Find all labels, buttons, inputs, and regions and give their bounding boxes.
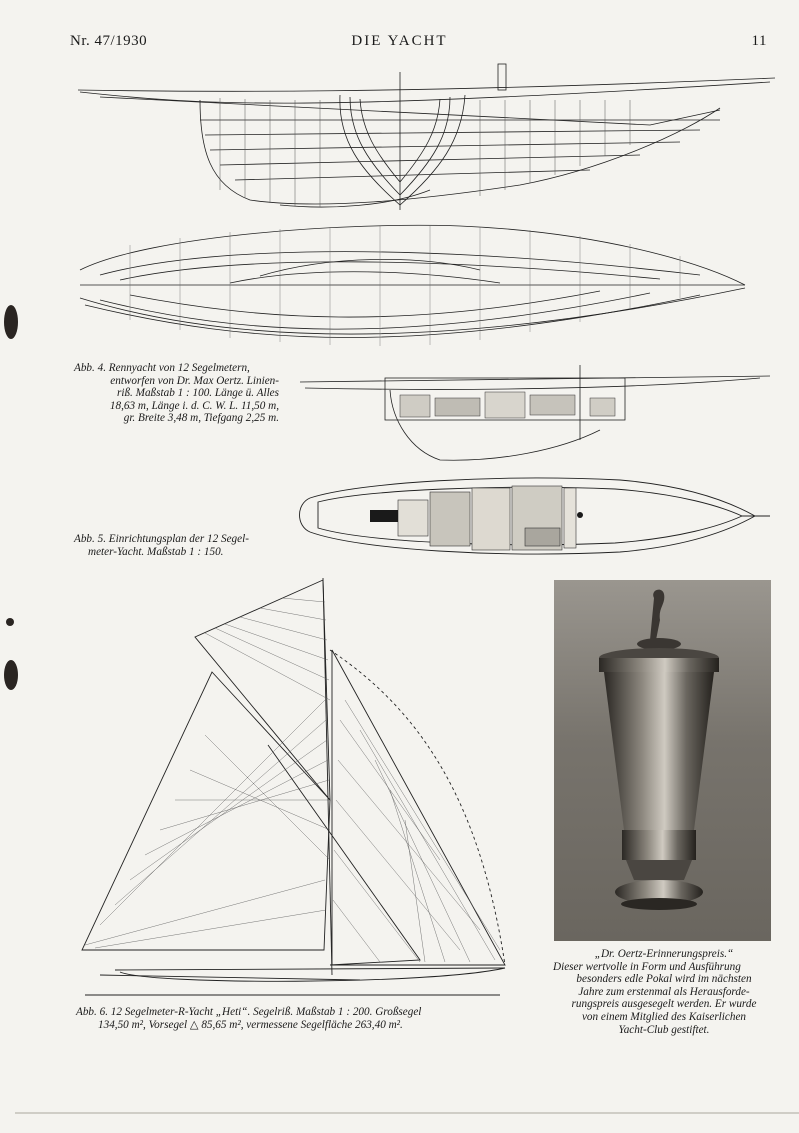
caption-line: gr. Breite 3,48 m, Tiefgang 2,25 m. bbox=[123, 412, 279, 425]
caption-trophy bbox=[553, 948, 775, 1036]
caption-line: riß. Maßstab 1 : 100. Länge ü. Alles bbox=[116, 387, 279, 400]
caption-line: meter-Yacht. Maßstab 1 : 150. bbox=[88, 545, 224, 558]
caption-abb-6 bbox=[76, 1006, 516, 1031]
caption-line: rungspreis ausgesegelt werden. Er wurde bbox=[571, 998, 757, 1011]
trophy-photo bbox=[554, 580, 771, 941]
caption-line: Jahre zum erstenmal als Herausforde- bbox=[578, 985, 750, 998]
caption-line: Abb. 4. Rennyacht von 12 Segelmetern, bbox=[74, 362, 250, 374]
caption-line: von einem Mitglied des Kaiserlichen bbox=[581, 1010, 747, 1023]
caption-line: besonders edle Pokal wird im nächsten bbox=[576, 973, 752, 986]
page-number: 11 bbox=[751, 33, 767, 49]
caption-title: „Dr. Oertz-Erinnerungspreis.“ bbox=[594, 948, 734, 960]
magazine-title: DIE YACHT bbox=[351, 33, 448, 49]
issue-number: Nr. 47/1930 bbox=[70, 33, 148, 49]
caption-line: Abb. 5. Einrichtungsplan der 12 Segel- bbox=[74, 533, 249, 545]
trophy-cup-image bbox=[554, 580, 771, 941]
caption-line: Yacht-Club gestiftet. bbox=[618, 1023, 710, 1036]
caption-line: Abb. 6. 12 Segelmeter-R-Yacht „Heti“. Segelriß. Maßstab 1 : 200. Großsegel bbox=[76, 1006, 422, 1018]
caption-line: 134,50 m², Vorsegel △ 85,65 m², vermessene Segelfläche 263,40 m². bbox=[98, 1018, 403, 1031]
page-bottom-edge bbox=[15, 1112, 799, 1114]
caption-line: entworfen von Dr. Max Oertz. Linien- bbox=[110, 374, 279, 387]
caption-line: Dieser wertvolle in Form und Ausführung bbox=[553, 960, 741, 973]
caption-line: 18,63 m, Länge i. d. C. W. L. 11,50 m, bbox=[109, 399, 279, 412]
